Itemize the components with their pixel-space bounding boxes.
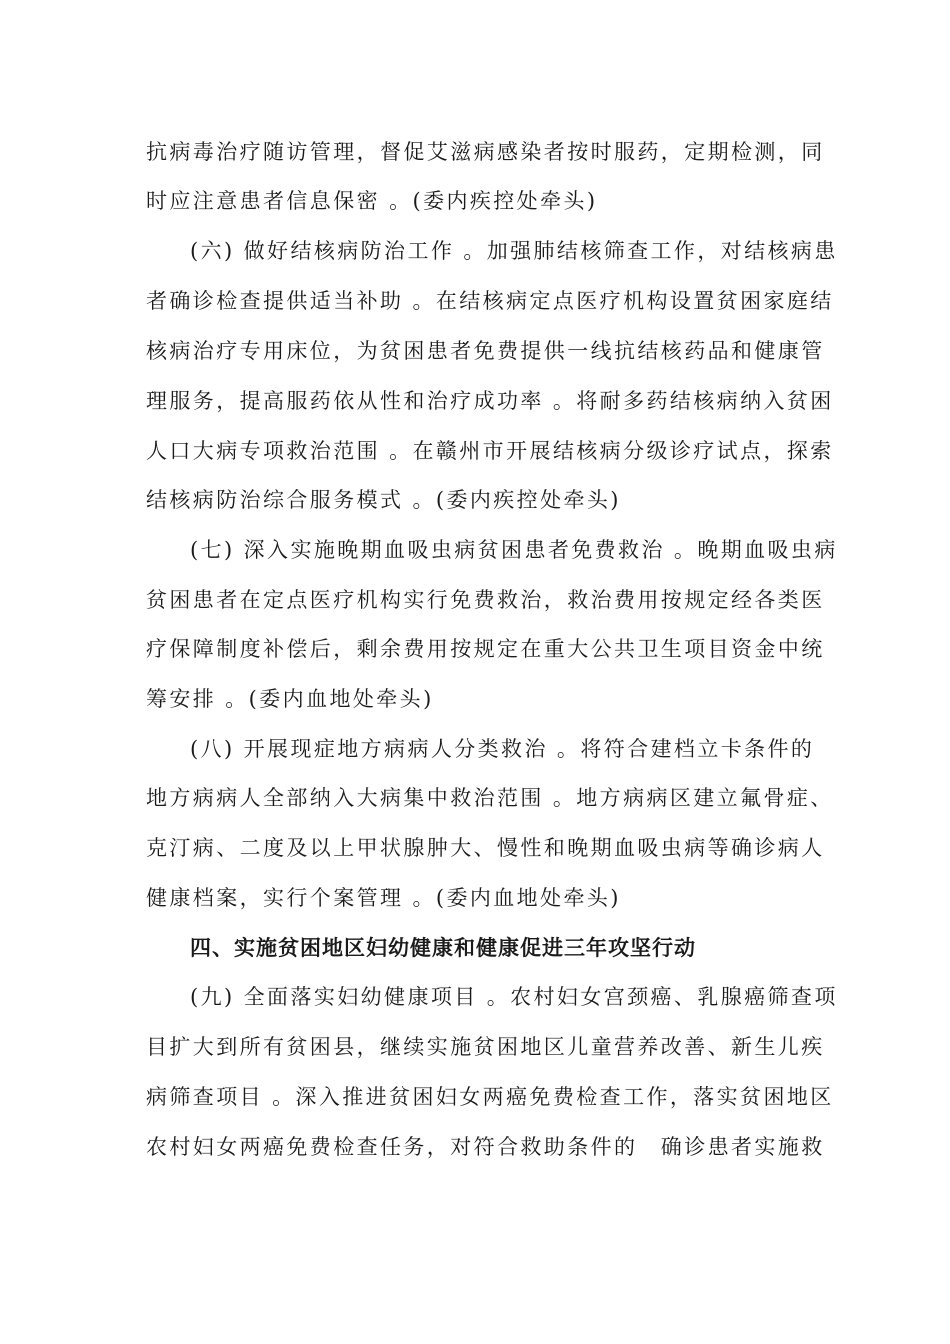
text-line: 贫困患者在定点医疗机构实行免费救治，救治费用按规定经各类医 <box>146 588 825 612</box>
text-line: 地方病病人全部纳入大病集中救治范围 。地方病病区建立氟骨症、 <box>146 786 834 810</box>
text-line: 核病治疗专用床位，为贫困患者免费提供一线抗结核药品和健康管 <box>146 339 825 363</box>
text-line: 时应注意患者信息保密 。(委内疾控处牵头) <box>146 189 598 213</box>
text-line: 疗保障制度补偿后，剩余费用按规定在重大公共卫生项目资金中统 <box>146 637 825 661</box>
text-line: 克汀病、二度及以上甲状腺肿大、慢性和晚期血吸虫病等确诊病人 <box>146 836 825 860</box>
text-line: 农村妇女两癌免费检查任务，对符合救助条件的 确诊患者实施救 <box>146 1135 825 1159</box>
text-line: 人口大病专项救治范围 。在赣州市开展结核病分级诊疗试点，探索 <box>146 439 834 463</box>
text-line: 理服务，提高服药依从性和治疗成功率 。将耐多药结核病纳入贫困 <box>146 389 834 413</box>
text-line: 者确诊检查提供适当补助 。在结核病定点医疗机构设置贫困家庭结 <box>146 289 834 313</box>
section-eight-first-line: (八) 开展现症地方病病人分类救治 。将符合建档立卡条件的 <box>190 737 815 761</box>
text-line: 筹安排 。(委内血地处牵头) <box>146 687 434 711</box>
text-line: 抗病毒治疗随访管理，督促艾滋病感染者按时服药，定期检测，同 <box>146 140 825 164</box>
text-line: 结核病防治综合服务模式 。(委内疾控处牵头) <box>146 488 621 512</box>
section-nine-first-line: (九) 全面落实妇幼健康项目 。农村妇女宫颈癌、乳腺癌筛查项 <box>190 985 838 1009</box>
section-seven-first-line: (七) 深入实施晚期血吸虫病贫困患者免费救治 。晚期血吸虫病 <box>190 538 838 562</box>
section-six-first-line: (六) 做好结核病防治工作 。加强肺结核筛查工作，对结核病患 <box>190 239 838 263</box>
text-line: 健康档案，实行个案管理 。(委内血地处牵头) <box>146 886 621 910</box>
text-line: 目扩大到所有贫困县，继续实施贫困地区儿童营养改善、新生儿疾 <box>146 1035 825 1059</box>
section-heading: 四、实施贫困地区妇幼健康和健康促进三年攻坚行动 <box>190 936 696 960</box>
text-line: 病筛查项目 。深入推进贫困妇女两癌免费检查工作，落实贫困地区 <box>146 1085 834 1109</box>
